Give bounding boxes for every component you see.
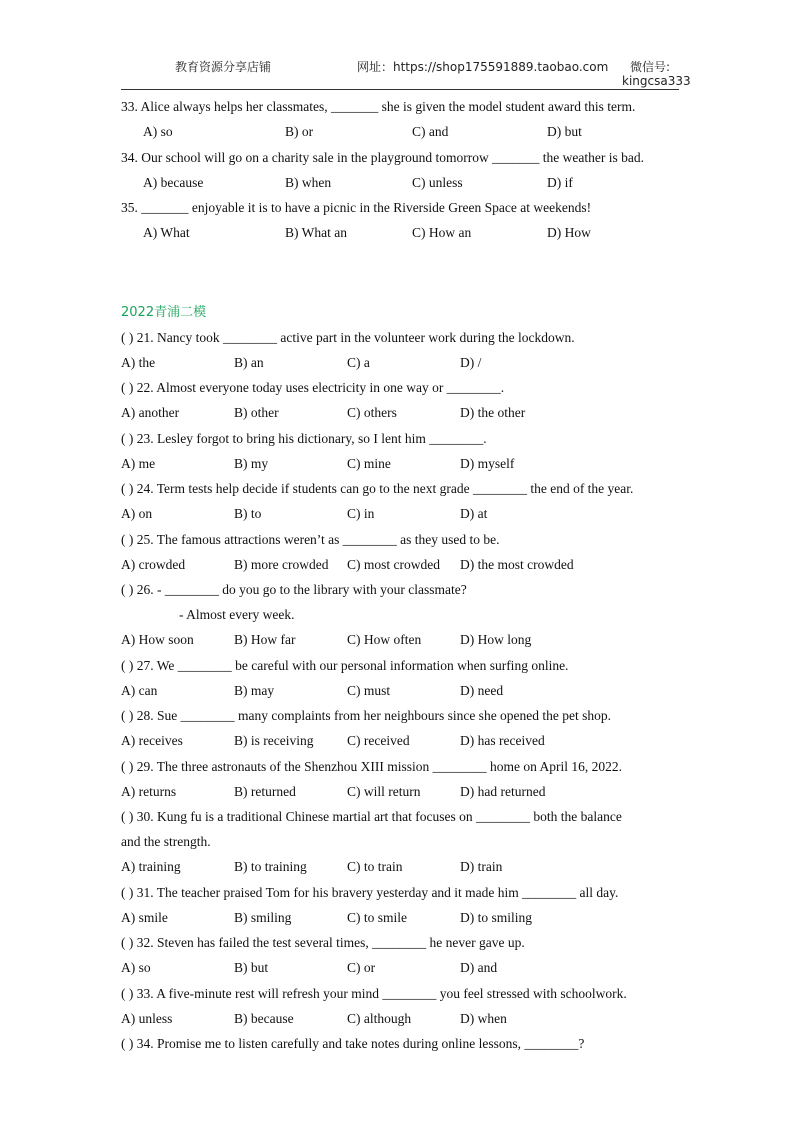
answer-options	[121, 170, 681, 196]
question-text: ( ) 22. Almost everyone today uses electricity in one way or ________.	[121, 380, 505, 395]
answer-option-a: A) can	[121, 682, 158, 698]
answer-option-a: A) training	[121, 859, 181, 874]
answer-option-d: D) to smiling	[460, 909, 533, 925]
answer-option-d: D) when	[460, 1010, 507, 1026]
answer-option-d: D) at	[460, 506, 488, 521]
answer-option-d: D) if	[547, 174, 573, 190]
answer-option-a: A) unless	[121, 1010, 173, 1026]
question-text: ( ) 24. Term tests help decide if students can go to the next grade ________ the end of the year.	[121, 481, 634, 496]
answer-option-c: C) and	[412, 124, 449, 139]
question-text: ( ) 23. Lesley forgot to bring his dictionary, so I lent him ________.	[121, 430, 487, 446]
answer-option-a: A) smile	[121, 909, 168, 925]
answer-option-d: D) /	[460, 354, 482, 370]
shop-url: 网址：https://shop175591889.taobao.com	[357, 60, 609, 74]
answer-option-b: B) an	[234, 354, 264, 370]
answer-option-a: A) What	[143, 225, 190, 240]
question-text: ( ) 26. - ________ do you go to the library with your classmate?	[121, 582, 467, 597]
answer-option-d: D) How long	[460, 632, 532, 647]
answer-option-b: B) returned	[234, 783, 296, 799]
answer-option-d: D) myself	[460, 455, 515, 471]
question-text: ( ) 27. We ________ be careful with our personal information when surfing online.	[121, 657, 569, 673]
answer-option-b: B) or	[285, 124, 314, 139]
answer-option-a: A) so	[121, 960, 151, 975]
answer-option-c: C) others	[347, 405, 397, 420]
answer-option-c: C) most crowded	[347, 556, 440, 572]
answer-option-d: D) train	[460, 859, 503, 874]
answer-option-b: B) smiling	[234, 909, 292, 925]
answer-option-b: B) because	[234, 1010, 294, 1026]
answer-options	[121, 220, 681, 246]
question-text: ( ) 34. Promise me to listen carefully and take notes during online lessons, ________?	[121, 1036, 585, 1051]
answer-options	[121, 905, 681, 931]
answer-option-a: A) me	[121, 455, 156, 471]
answer-option-c: C) a	[347, 354, 370, 370]
answer-option-b: B) to	[234, 506, 262, 521]
question-group-1	[121, 94, 681, 246]
answer-option-b: B) What an	[285, 225, 347, 240]
question-text: 34. Our school will go on a charity sale in the playground tomorrow _______ the weather is bad.	[121, 149, 645, 165]
answer-option-d: D) had returned	[460, 783, 546, 799]
question-text: ( ) 33. A five-minute rest will refresh your mind ________ you feel stressed with schoolwork.	[121, 985, 627, 1001]
answer-option-c: C) to train	[347, 859, 403, 874]
answer-option-d: D) the other	[460, 405, 526, 420]
answer-option-b: B) my	[234, 455, 269, 471]
question-text: ( ) 28. Sue ________ many complaints from her neighbours since she opened the pet shop.	[121, 708, 612, 723]
answer-options	[121, 854, 681, 880]
answer-options	[121, 779, 681, 805]
answer-option-c: C) in	[347, 506, 375, 521]
answer-option-b: B) when	[285, 174, 332, 190]
answer-option-d: D) has received	[460, 733, 545, 748]
answer-options	[121, 1006, 681, 1032]
header-divider	[121, 89, 679, 90]
answer-options	[121, 400, 681, 426]
answer-option-a: A) on	[121, 506, 153, 521]
answer-options	[121, 119, 681, 145]
answer-option-b: B) but	[234, 960, 269, 975]
answer-option-c: C) unless	[412, 174, 463, 190]
answer-option-c: C) received	[347, 733, 410, 748]
question-text: ( ) 30. Kung fu is a traditional Chinese martial art that focuses on ________ both the balance	[121, 809, 622, 824]
document-body	[121, 94, 681, 1056]
section-gap	[121, 246, 681, 300]
answer-option-c: C) will return	[347, 783, 421, 799]
answer-option-d: D) How	[547, 225, 591, 240]
question-text: ( ) 29. The three astronauts of the Shenzhou XIII mission ________ home on April 16, 2022.	[121, 758, 623, 774]
question-text-continued: - Almost every week.	[179, 607, 295, 622]
answer-option-c: C) mine	[347, 455, 391, 471]
answer-option-a: A) another	[121, 405, 180, 420]
answer-options	[121, 627, 681, 653]
answer-options	[121, 501, 681, 527]
answer-option-b: B) more crowded	[234, 556, 329, 572]
answer-option-c: C) How often	[347, 632, 422, 647]
answer-option-c: C) How an	[412, 225, 472, 240]
question-text: ( ) 31. The teacher praised Tom for his bravery yesterday and it made him ________ all day.	[121, 884, 619, 900]
wechat-label: 微信号:	[630, 60, 671, 74]
answer-option-d: D) need	[460, 682, 504, 698]
answer-options	[121, 955, 681, 981]
answer-option-b: B) How far	[234, 632, 296, 647]
section-title: 2022青浦二模	[121, 304, 207, 320]
answer-option-d: D) and	[460, 960, 498, 975]
answer-option-b: B) is receiving	[234, 733, 314, 748]
answer-option-b: B) other	[234, 405, 279, 420]
answer-option-a: A) so	[143, 124, 173, 139]
answer-option-a: A) receives	[121, 733, 183, 748]
answer-option-a: A) How soon	[121, 632, 194, 647]
answer-option-d: D) the most crowded	[460, 556, 574, 572]
answer-option-d: D) but	[547, 124, 582, 139]
question-group-2	[121, 325, 681, 1057]
answer-option-c: C) although	[347, 1010, 412, 1026]
answer-options	[121, 728, 681, 754]
answer-option-c: C) or	[347, 960, 376, 975]
wechat-id: kingcsa333	[622, 74, 691, 88]
question-text: ( ) 21. Nancy took ________ active part in the volunteer work during the lockdown.	[121, 329, 575, 345]
answer-option-a: A) returns	[121, 783, 177, 799]
shop-name: 教育资源分享店铺	[175, 60, 272, 74]
answer-option-a: A) the	[121, 354, 156, 370]
answer-options	[121, 552, 681, 578]
question-text: 35. _______ enjoyable it is to have a picnic in the Riverside Green Space at weekends!	[121, 200, 592, 215]
question-text: 33. Alice always helps her classmates, _______ she is given the model student award this term.	[121, 99, 636, 114]
answer-options	[121, 350, 681, 376]
page-header	[0, 58, 800, 92]
question-text-continued: and the strength.	[121, 834, 211, 849]
answer-option-b: B) may	[234, 682, 275, 698]
answer-options	[121, 451, 681, 477]
answer-option-a: A) because	[143, 174, 204, 190]
answer-option-a: A) crowded	[121, 556, 186, 572]
answer-option-b: B) to training	[234, 859, 307, 874]
answer-options	[121, 678, 681, 704]
question-text: ( ) 25. The famous attractions weren’t as ________ as they used to be.	[121, 531, 500, 547]
answer-option-c: C) to smile	[347, 909, 407, 925]
question-text: ( ) 32. Steven has failed the test several times, ________ he never gave up.	[121, 935, 525, 950]
answer-option-c: C) must	[347, 682, 391, 698]
